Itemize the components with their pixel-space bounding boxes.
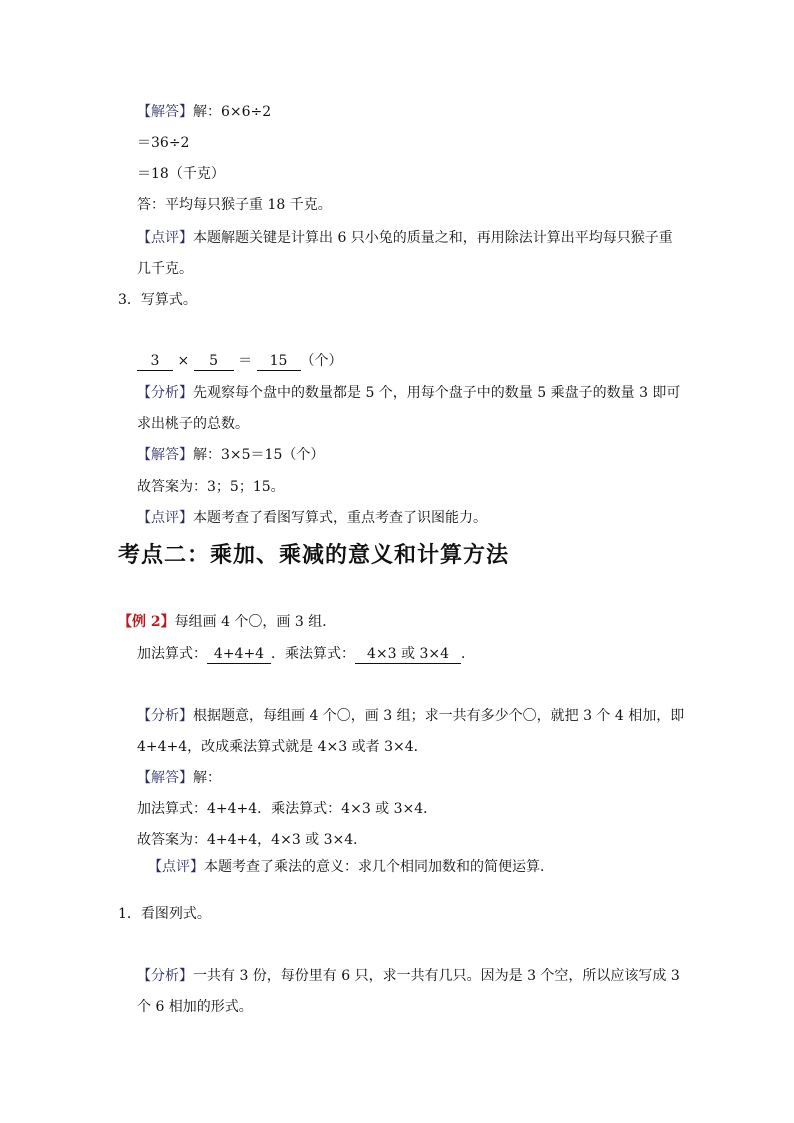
dianping-text: 本题解题关键是计算出 6 只小兔的质量之和，再用除法计算出平均每只猴子重 <box>193 230 673 246</box>
dianping-line <box>137 228 673 248</box>
section-heading: 考点二：乘加、乘减的意义和计算方法 <box>118 543 510 568</box>
calc-step: ＝18（千克） <box>137 166 225 182</box>
jieda-tag: 【解答】 <box>137 104 193 120</box>
dianping-text: 本题考查了看图写算式，重点考查了识图能力。 <box>193 510 487 526</box>
dianping-line <box>137 508 487 528</box>
equation-line <box>137 351 343 371</box>
example-tag: 【例 2】 <box>118 614 175 630</box>
jieda-line <box>137 768 221 788</box>
jieda-tag: 【解答】 <box>137 447 193 463</box>
jieda-text: 解：3×5＝15（个） <box>193 447 325 463</box>
question-title: 3．写算式。 <box>118 292 197 308</box>
example-text: 每组画 4 个〇，画 3 组． <box>174 614 337 630</box>
fenxi-line <box>137 383 680 403</box>
end-mark: ． <box>461 646 475 662</box>
answer-line: 故答案为：4+4+4，4×3 或 3×4． <box>137 832 368 848</box>
jieda-line <box>137 102 271 122</box>
fenxi-line-cont: 个 6 相加的形式。 <box>137 999 253 1015</box>
fenxi-tag: 【分析】 <box>137 968 193 984</box>
fenxi-text: 一共有 3 份，每份里有 6 只，求一共有几只。因为是 3 个空，所以应该写成 3 <box>193 968 680 984</box>
answer-blank: 15 <box>257 352 301 371</box>
answer-blank: 3 <box>137 352 173 371</box>
solution-line: 加法算式：4+4+4．乘法算式：4×3 或 3×4． <box>137 801 438 817</box>
jieda-text: 解： <box>193 770 221 786</box>
dianping-tag: 【点评】 <box>137 230 193 246</box>
fenxi-text: 根据题意，每组画 4 个〇，画 3 组；求一共有多少个〇，就把 3 个 4 相加，即 <box>193 708 685 724</box>
unit-text: （个） <box>300 353 343 369</box>
jieda-tag: 【解答】 <box>137 770 193 786</box>
example-answer-line <box>137 644 475 664</box>
dianping-line <box>148 857 554 877</box>
add-blank: 4+4+4 <box>207 645 271 664</box>
jieda-line <box>137 445 324 465</box>
dianping-text: 本题考查了乘法的意义：求几个相同加数和的简便运算． <box>204 859 554 875</box>
answer-line: 答：平均每只猴子重 18 千克。 <box>137 197 332 213</box>
question-title: 1．看图列式。 <box>118 906 211 922</box>
dianping-tag: 【点评】 <box>148 859 204 875</box>
fenxi-tag: 【分析】 <box>137 385 193 401</box>
dianping-line-cont: 几千克。 <box>137 261 193 277</box>
add-label: 加法算式： <box>137 646 207 662</box>
fenxi-tag: 【分析】 <box>137 708 193 724</box>
calc-step: ＝36÷2 <box>137 135 190 151</box>
fenxi-line-cont: 求出桃子的总数。 <box>137 416 249 432</box>
dianping-tag: 【点评】 <box>137 510 193 526</box>
fenxi-text: 先观察每个盘中的数量都是 5 个，用每个盘子中的数量 5 乘盘子的数量 3 即可 <box>193 385 681 401</box>
times-sign: × <box>177 353 190 369</box>
jieda-text: 解：6×6÷2 <box>193 104 272 120</box>
separator-text: ．乘法算式： <box>271 646 355 662</box>
example-line <box>118 612 336 632</box>
fenxi-line <box>137 706 684 726</box>
mul-blank: 4×3 或 3×4 <box>355 645 461 664</box>
fenxi-line <box>137 966 680 986</box>
equals-sign: ＝ <box>238 353 253 369</box>
answer-blank: 5 <box>194 352 234 371</box>
fenxi-line-cont: 4+4+4，改成乘法算式就是 4×3 或者 3×4． <box>137 739 428 755</box>
answer-line: 故答案为：3；5；15。 <box>137 479 285 495</box>
